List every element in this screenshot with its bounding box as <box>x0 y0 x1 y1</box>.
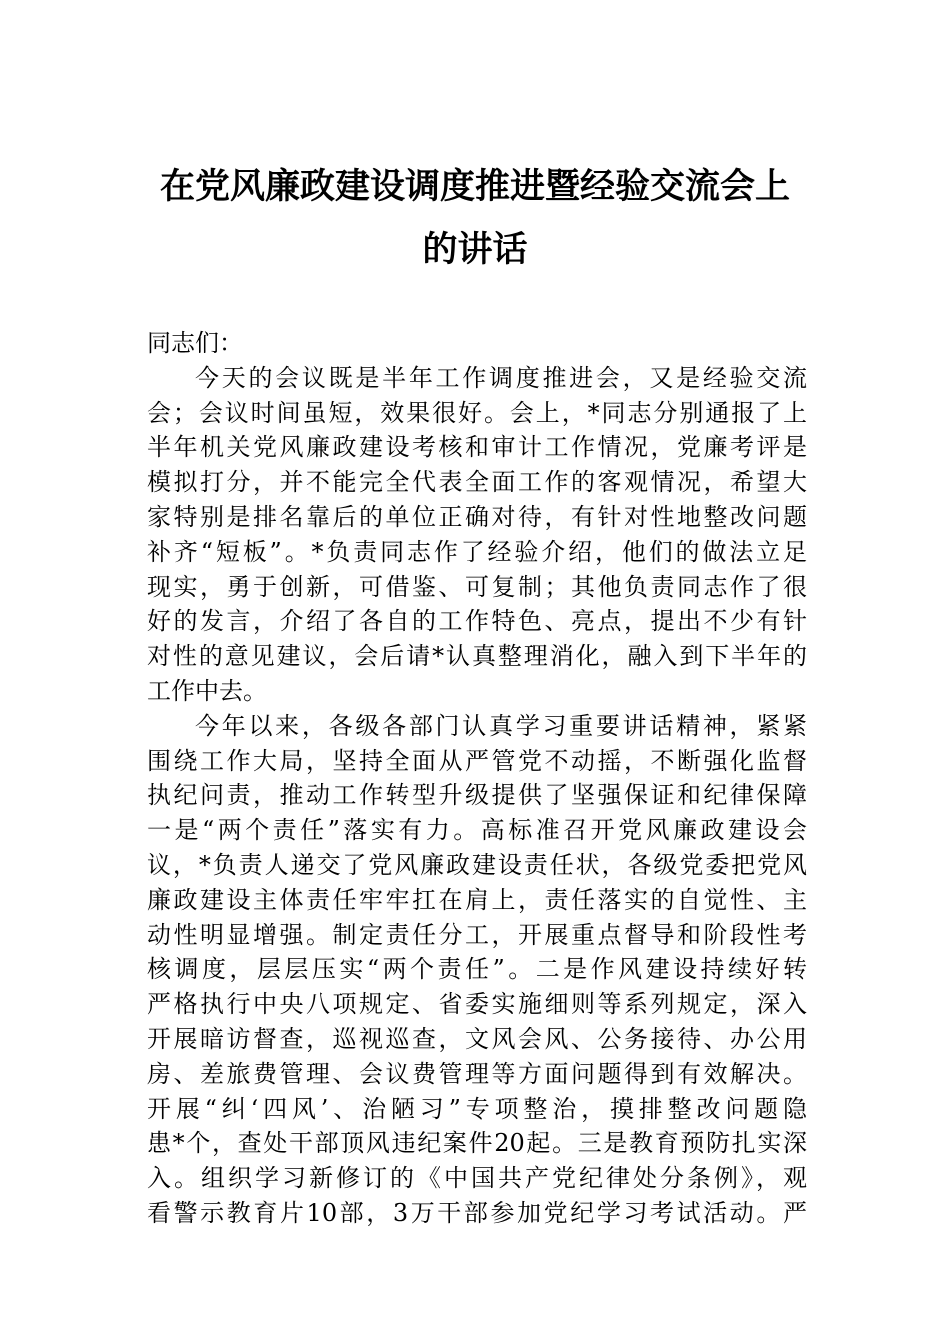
document-body <box>147 326 807 1231</box>
body-text-line: 同志们： <box>147 329 243 357</box>
body-text-line: 半年机关党风廉政建设考核和审计工作情况，党廉考评是 <box>147 433 807 462</box>
body-text-line: 现实，勇于创新，可借鉴、可复制；其他负责同志作了很 <box>147 572 807 601</box>
body-text-line: 补齐“短板”。*负责同志作了经验介绍，他们的做法立足 <box>147 537 807 566</box>
body-text-line: 模拟打分，并不能完全代表全面工作的客观情况，希望大 <box>147 468 807 497</box>
body-text-line: 开展“纠‘四风’、治陋习”专项整治，摸排整改问题隐 <box>147 1094 807 1123</box>
body-text-line: 家特别是排名靠后的单位正确对待，有针对性地整改问题 <box>147 502 807 531</box>
body-text-line: 房、差旅费管理、会议费管理等方面问题得到有效解决。 <box>147 1059 807 1088</box>
body-text-line: 围绕工作大局，坚持全面从严管党不动摇，不断强化监督 <box>147 746 807 775</box>
body-text-line: 今天的会议既是半年工作调度推进会，又是经验交流 <box>195 363 807 392</box>
body-text-line: 入。组织学习新修订的《中国共产党纪律处分条例》，观 <box>147 1164 807 1193</box>
body-text-line: 好的发言，介绍了各自的工作特色、亮点，提出不少有针 <box>147 607 807 636</box>
document-title-line-1: 在党风廉政建设调度推进暨经验交流会上 <box>159 166 790 207</box>
body-text-line: 工作中去。 <box>147 676 267 705</box>
body-text-line: 开展暗访督查，巡视巡查，文风会风、公务接待、办公用 <box>147 1024 807 1053</box>
body-text-line: 会；会议时间虽短，效果很好。会上，*同志分别通报了上 <box>147 398 807 427</box>
body-text-line: 今年以来，各级各部门认真学习重要讲话精神，紧紧 <box>195 711 807 740</box>
body-text-line: 一是“两个责任”落实有力。高标准召开党风廉政建设会 <box>147 816 807 845</box>
body-text-line: 对性的意见建议，会后请*认真整理消化，融入到下半年的 <box>147 642 807 671</box>
document-title-line-2: 的讲话 <box>422 229 528 270</box>
body-text-line: 廉政建设主体责任牢牢扛在肩上，责任落实的自觉性、主 <box>147 885 807 914</box>
body-text-line: 患*个，查处干部顶风违纪案件20起。三是教育预防扎实深 <box>147 1129 807 1158</box>
body-text-line: 执纪问责，推动工作转型升级提供了坚强保证和纪律保障 <box>147 781 807 810</box>
body-text-line: 看警示教育片10部，3万干部参加党纪学习考试活动。严 <box>147 1198 807 1227</box>
body-text-line: 动性明显增强。制定责任分工，开展重点督导和阶段性考 <box>147 920 807 949</box>
body-text-line: 严格执行中央八项规定、省委实施细则等系列规定，深入 <box>147 990 807 1019</box>
body-text-line: 议，*负责人递交了党风廉政建设责任状，各级党委把党风 <box>147 850 807 879</box>
body-text-line: 核调度，层层压实“两个责任”。二是作风建设持续好转 <box>147 955 807 984</box>
